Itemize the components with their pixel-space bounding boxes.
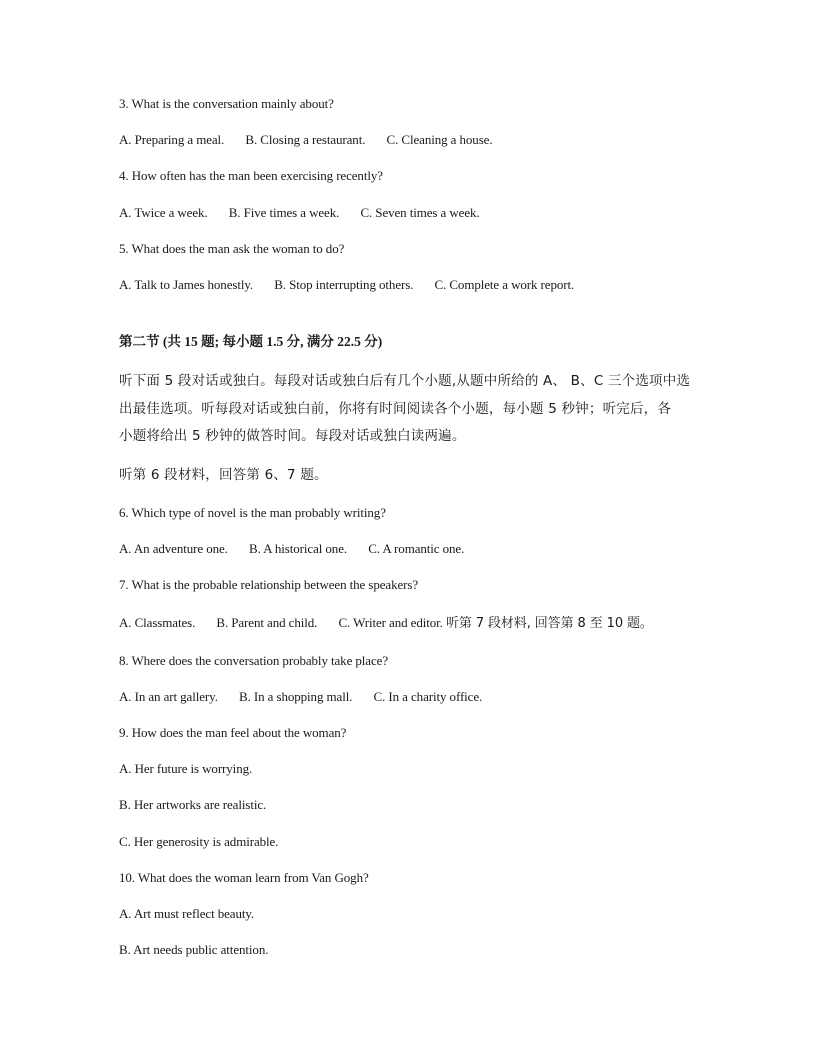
option-c: C. In a charity office. [373,689,483,704]
question-10-option-a: A. Art must reflect beauty. [119,906,255,921]
question-3-options [119,132,493,148]
question-4-options [119,205,480,221]
option-b: B. Parent and child. [216,615,318,630]
question-9-stem: 9. How does the man feel about the woman? [119,725,347,740]
question-5-options [119,277,574,293]
option-b: B. Stop interrupting others. [274,277,414,292]
section-2-title: 第二节 (共 15 题; 每小题 1.5 分, 满分 22.5 分) [119,334,383,349]
option-a: A. Preparing a meal. [119,132,225,147]
option-c: C. A romantic one. [368,541,465,556]
question-10-option-b: B. Art needs public attention. [119,942,269,957]
question-6-options [119,541,464,557]
question-9-option-a: A. Her future is worrying. [119,761,253,776]
question-9-option-b: B. Her artworks are realistic. [119,797,267,812]
option-b: B. Closing a restaurant. [245,132,366,147]
option-a: A. In an art gallery. [119,689,218,704]
option-c: C. Cleaning a house. [386,132,493,147]
option-a: A. An adventure one. [119,541,228,556]
question-6-stem: 6. Which type of novel is the man probably writing? [119,505,386,520]
question-8-stem: 8. Where does the conversation probably take place? [119,653,388,668]
question-9-option-c: C. Her generosity is admirable. [119,834,279,849]
question-3-stem: 3. What is the conversation mainly about? [119,96,334,111]
instructions-line-2: 出最佳选项。听每段对话或独白前，你将有时间阅读各个小题，每小题 5 秒钟；听完后，各 [119,401,672,417]
option-b: B. A historical one. [249,541,348,556]
option-b: B. In a shopping mall. [239,689,353,704]
question-7-stem: 7. What is the probable relationship between the speakers? [119,577,418,592]
question-10-stem: 10. What does the woman learn from Van Gogh? [119,870,369,885]
option-c: C. Writer and editor. [338,615,443,630]
option-a: A. Talk to James honestly. [119,277,254,292]
question-4-stem: 4. How often has the man been exercising recently? [119,168,383,183]
material-6-note: 听第 6 段材料，回答第 6、7 题。 [119,467,328,483]
question-5-stem: 5. What does the man ask the woman to do? [119,241,345,256]
option-a: A. Twice a week. [119,205,208,220]
option-c: C. Complete a work report. [434,277,575,292]
question-8-options [119,689,482,705]
question-7-options [119,615,653,632]
option-c: C. Seven times a week. [360,205,480,220]
instructions-line-1: 听下面 5 段对话或独白。每段对话或独白后有几个小题,从题中所给的 A、 B、C 三个选项中选 [119,373,691,389]
option-b: B. Five times a week. [228,205,340,220]
instructions-line-3: 小题将给出 5 秒钟的做答时间。每段对话或独白读两遍。 [119,428,466,444]
material-7-note: 听第 7 段材料, 回答第 8 至 10 题。 [445,616,653,631]
option-a: A. Classmates. [119,615,196,630]
